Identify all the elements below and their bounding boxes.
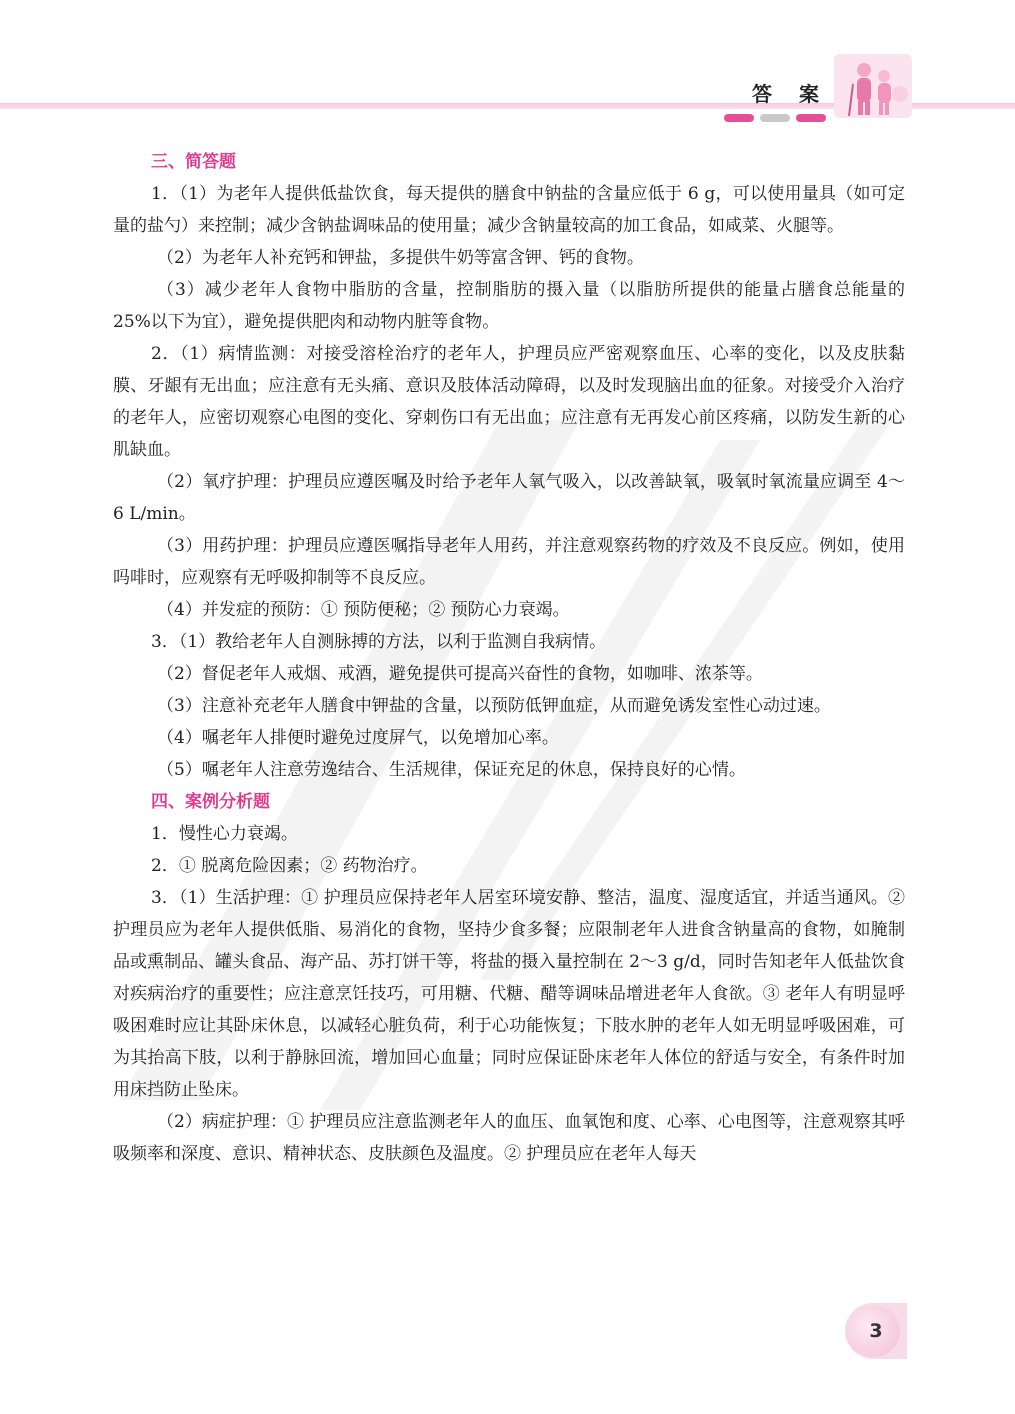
- paragraph: 1．（1）为老年人提供低盐饮食，每天提供的膳食中钠盐的含量应低于 6 g，可以使用量具（如可定量的盐勺）来控制；减少含钠盐调味品的使用量；减少含钠量较高的加工食品，如咸菜、火腿等。: [113, 184, 905, 236]
- paragraph: （3）注意补充老年人膳食中钾盐的含量，以预防低钾血症，从而避免诱发室性心动过速。: [157, 696, 831, 716]
- paragraph: 3．（1）生活护理：① 护理员应保持老年人居室环境安静、整洁，温度、湿度适宜，并适当通风。② 护理员应为老年人提供低脂、易消化的食物，坚持少食多餐；应限制老年人进食含钠量高的食物，如腌制品或熏制品、罐头食品、海产品、苏打饼干等，将盐的摄入量控制在 2～3 g/d，同时告知老年人低盐饮食对疾病治疗的重要性；应注意烹饪技巧，可用糖、代糖、醋等调味品增进老年人食欲。③ 老年人有明显呼吸困难时应让其卧床休息，以减轻心脏负荷，利于心功能恢复；下肢水肿的老年人如无明显呼吸困难，可为其抬高下肢，以利于静脉回流，增加回心血量；同时应保证卧床老年人体位的舒适与安全，有条件时加用床挡防止坠床。: [113, 888, 905, 1100]
- paragraph: （4）嘱老年人排便时避免过度屏气，以免增加心率。: [157, 728, 559, 748]
- paragraph: （2）督促老年人戒烟、戒酒，避免提供可提高兴奋性的食物，如咖啡、浓茶等。: [157, 664, 763, 684]
- paragraph: 1．慢性心力衰竭。: [151, 824, 298, 844]
- paragraph: （2）氧疗护理：护理员应遵医嘱及时给予老年人氧气吸入，以改善缺氧，吸氧时氧流量应调至 4～6 L/min。: [113, 472, 905, 524]
- section-short-answer: [113, 146, 905, 786]
- paragraph: 2．（1）病情监测：对接受溶栓治疗的老年人，护理员应严密观察血压、心率的变化，以及皮肤黏膜、牙龈有无出血；应注意有无头痛、意识及肢体活动障碍，以及时发现脑出血的征象。对接受介入治疗的老年人，应密切观察心电图的变化、穿刺伤口有无出血；应注意有无再发心前区疼痛，以防发生新的心肌缺血。: [113, 344, 905, 460]
- section-case-analysis: [113, 786, 905, 1170]
- paragraph: （3）用药护理：护理员应遵医嘱指导老年人用药，并注意观察药物的疗效及不良反应。例如，使用吗啡时，应观察有无呼吸抑制等不良反应。: [113, 536, 905, 588]
- section-title: 三、简答题: [151, 152, 236, 172]
- paragraph: 2．① 脱离危险因素；② 药物治疗。: [151, 856, 428, 876]
- header-title: 答 案: [752, 82, 829, 106]
- paragraph: 3．（1）教给老年人自测脉搏的方法，以利于监测自我病情。: [151, 632, 607, 652]
- header-pills: [724, 114, 826, 122]
- paragraph: （2）为老年人补充钙和钾盐，多提供牛奶等富含钾、钙的食物。: [157, 248, 644, 268]
- paragraph: （4）并发症的预防：① 预防便秘；② 预防心力衰竭。: [157, 600, 570, 620]
- paragraph: （5）嘱老年人注意劳逸结合、生活规律，保证充足的休息，保持良好的心情。: [157, 760, 746, 780]
- paragraph: （2）病症护理：① 护理员应注意监测老年人的血压、血氧饱和度、心率、心电图等，注意观察其呼吸频率和深度、意识、精神状态、皮肤颜色及温度。② 护理员应在老年人每天: [113, 1112, 905, 1164]
- answer-content: [113, 146, 905, 1170]
- pill-2: [760, 114, 790, 122]
- elderly-couple-illustration-icon: [834, 54, 912, 118]
- page-number: 3: [869, 1320, 883, 1342]
- paragraph: （3）减少老年人食物中脂肪的含量，控制脂肪的摄入量（以脂肪所提供的能量占膳食总能量的 25%以下为宜），避免提供肥肉和动物内脏等食物。: [113, 280, 905, 332]
- section-title: 四、案例分析题: [151, 792, 270, 812]
- pill-3: [796, 114, 826, 122]
- pill-1: [724, 114, 754, 122]
